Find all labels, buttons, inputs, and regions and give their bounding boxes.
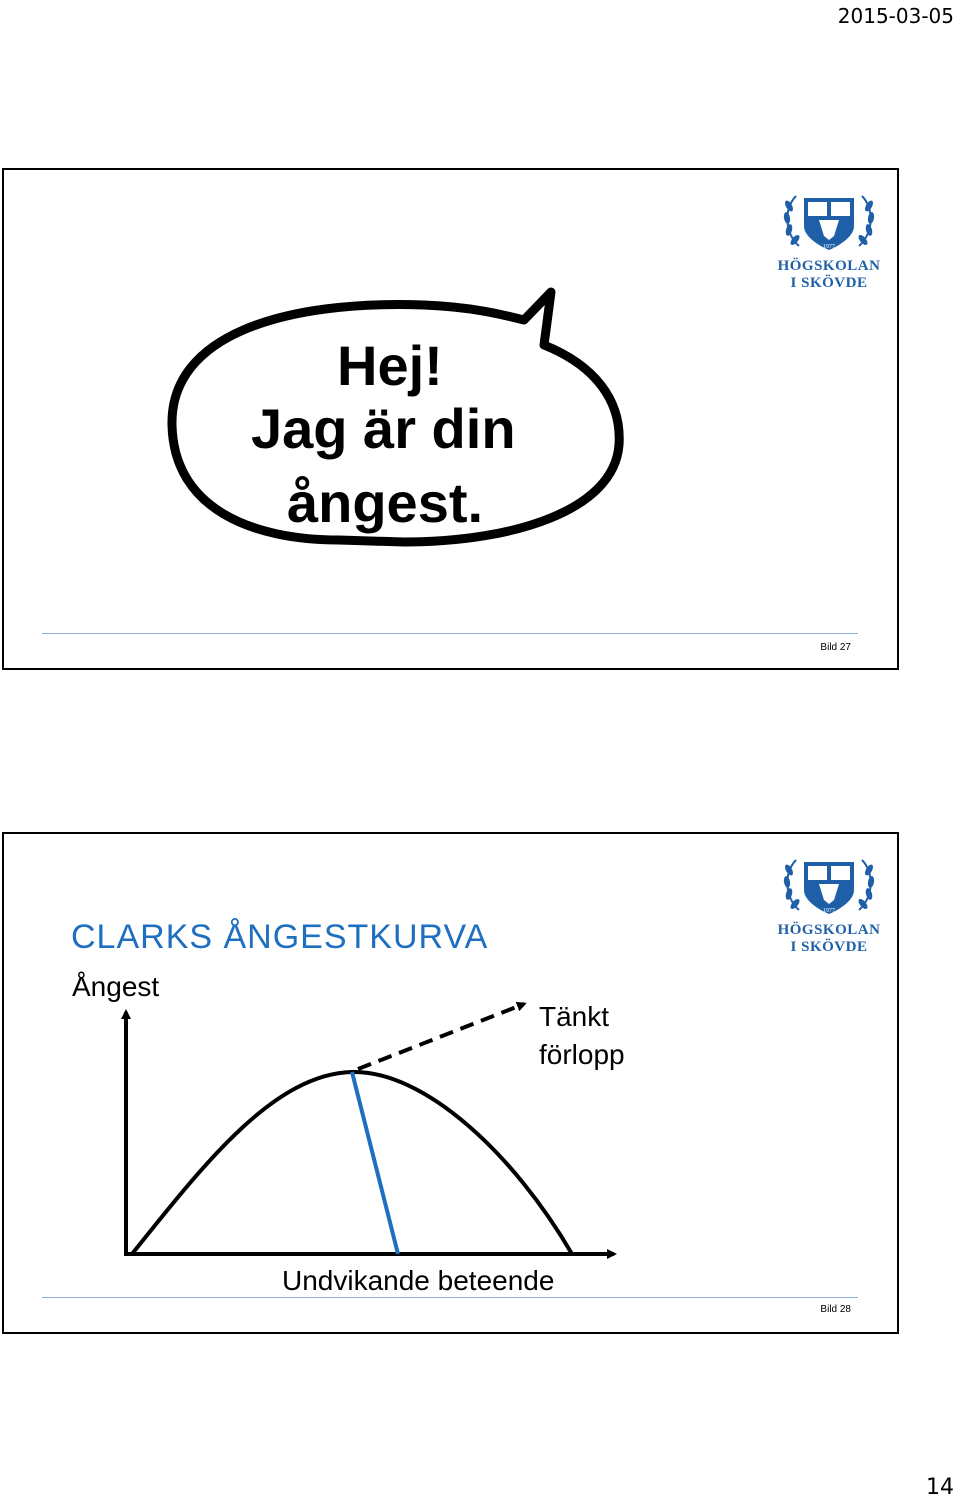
annotation-line-1: Tänkt bbox=[539, 1001, 610, 1032]
slide-number: Bild 28 bbox=[820, 1304, 851, 1315]
expected-course-line bbox=[358, 1004, 524, 1069]
page-number: 14 bbox=[926, 1475, 954, 1500]
crest-year: 1977 bbox=[823, 908, 835, 914]
footer-line bbox=[42, 1297, 858, 1298]
y-axis-label: Ångest bbox=[72, 971, 160, 1002]
header-date: 2015-03-05 bbox=[837, 4, 954, 28]
footer-line bbox=[42, 633, 858, 634]
x-axis-label: Undvikande beteende bbox=[282, 1265, 555, 1296]
anxiety-curve bbox=[132, 1072, 572, 1254]
slide-27 bbox=[2, 168, 899, 670]
slide-28 bbox=[2, 832, 899, 1334]
bubble-line-2: Jag är din bbox=[251, 397, 516, 460]
anxiety-chart bbox=[4, 834, 897, 1332]
logo-line-2: I SKÖVDE bbox=[790, 939, 868, 955]
logo-line-1: HÖGSKOLAN bbox=[777, 922, 881, 938]
speech-bubble-graphic bbox=[4, 170, 897, 668]
bubble-line-1: Hej! bbox=[337, 334, 443, 397]
university-logo bbox=[774, 188, 884, 291]
slide-title: CLARKS ÅNGESTKURVA bbox=[71, 918, 489, 956]
bubble-line-3: ångest. bbox=[287, 471, 484, 534]
crest-year: 1977 bbox=[823, 244, 835, 250]
logo-line-2: I SKÖVDE bbox=[790, 275, 868, 291]
avoidance-line bbox=[352, 1072, 398, 1254]
annotation-line-2: förlopp bbox=[539, 1039, 625, 1070]
slide-number: Bild 27 bbox=[820, 642, 851, 653]
logo-line-1: HÖGSKOLAN bbox=[777, 258, 881, 274]
crest-icon bbox=[774, 188, 884, 256]
